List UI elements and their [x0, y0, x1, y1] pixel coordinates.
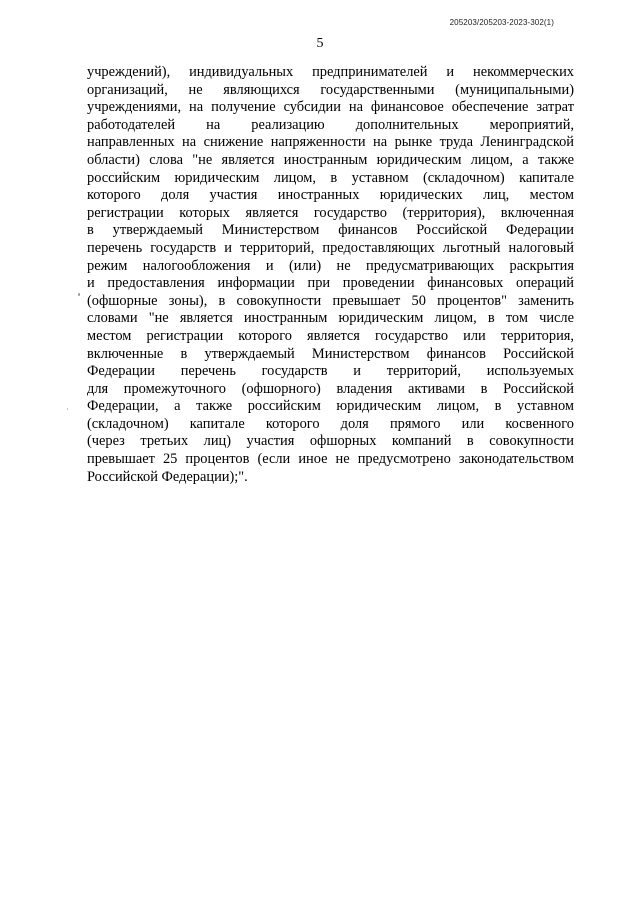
- scan-speck: [67, 408, 68, 410]
- text-line: включенные в утверждаемый Министерством финансов Российской: [87, 345, 574, 362]
- text-line: словами "не является иностранным юридическим лицом, в том числе: [87, 310, 574, 327]
- document-id: 205203/205203-2023-302(1): [449, 18, 554, 27]
- text-line: Федерации перечень государств и территорий, используемых: [87, 363, 574, 380]
- text-line: работодателей на реализацию дополнительных мероприятий,: [87, 116, 574, 133]
- text-line: российским юридическим лицом, в уставном (складочном) капитале: [87, 169, 574, 186]
- text-line: направленных на снижение напряженности на рынке труда Ленинградской: [87, 134, 574, 151]
- text-line: (офшорные зоны), в совокупности превышает 50 процентов" заменить: [87, 292, 574, 309]
- text-line: для промежуточного (офшорного) владения активами в Российской: [87, 380, 574, 397]
- text-line: режим налогообложения и (или) не предусматривающих раскрытия: [87, 257, 574, 274]
- text-line: местом регистрации которого является государство или территория,: [87, 327, 574, 344]
- text-line: Российской Федерации);".: [87, 468, 248, 485]
- text-line: которого доля участия иностранных юридических лиц, местом: [87, 187, 574, 204]
- scan-speck: [78, 293, 80, 296]
- text-line: перечень государств и территорий, предоставляющих льготный налоговый: [87, 239, 574, 256]
- text-line: (складочном) капитале которого доля прямого или косвенного: [87, 415, 574, 432]
- text-line: организаций, не являющихся государственными (муниципальными): [87, 81, 574, 98]
- page-number: 5: [316, 36, 324, 51]
- text-line: (через третьих лиц) участия офшорных компаний в совокупности: [87, 433, 574, 450]
- text-line: области) слова "не является иностранным юридическим лицом, а также: [87, 151, 574, 168]
- text-line: и предоставления информации при проведении финансовых операций: [87, 275, 574, 292]
- text-line: Федерации, а также российским юридическим лицом, в уставном: [87, 398, 574, 415]
- text-line: учреждений), индивидуальных предпринимателей и некоммерческих: [87, 64, 574, 80]
- text-line: учреждениями, на получение субсидии на финансовое обеспечение затрат: [87, 99, 574, 116]
- text-line: регистрации которых является государство (территория), включенная: [87, 204, 574, 221]
- text-line: в утверждаемый Министерством финансов Российской Федерации: [87, 222, 574, 239]
- body-paragraph: [87, 64, 574, 486]
- text-line: превышает 25 процентов (если иное не предусмотрено законодательством: [87, 451, 574, 468]
